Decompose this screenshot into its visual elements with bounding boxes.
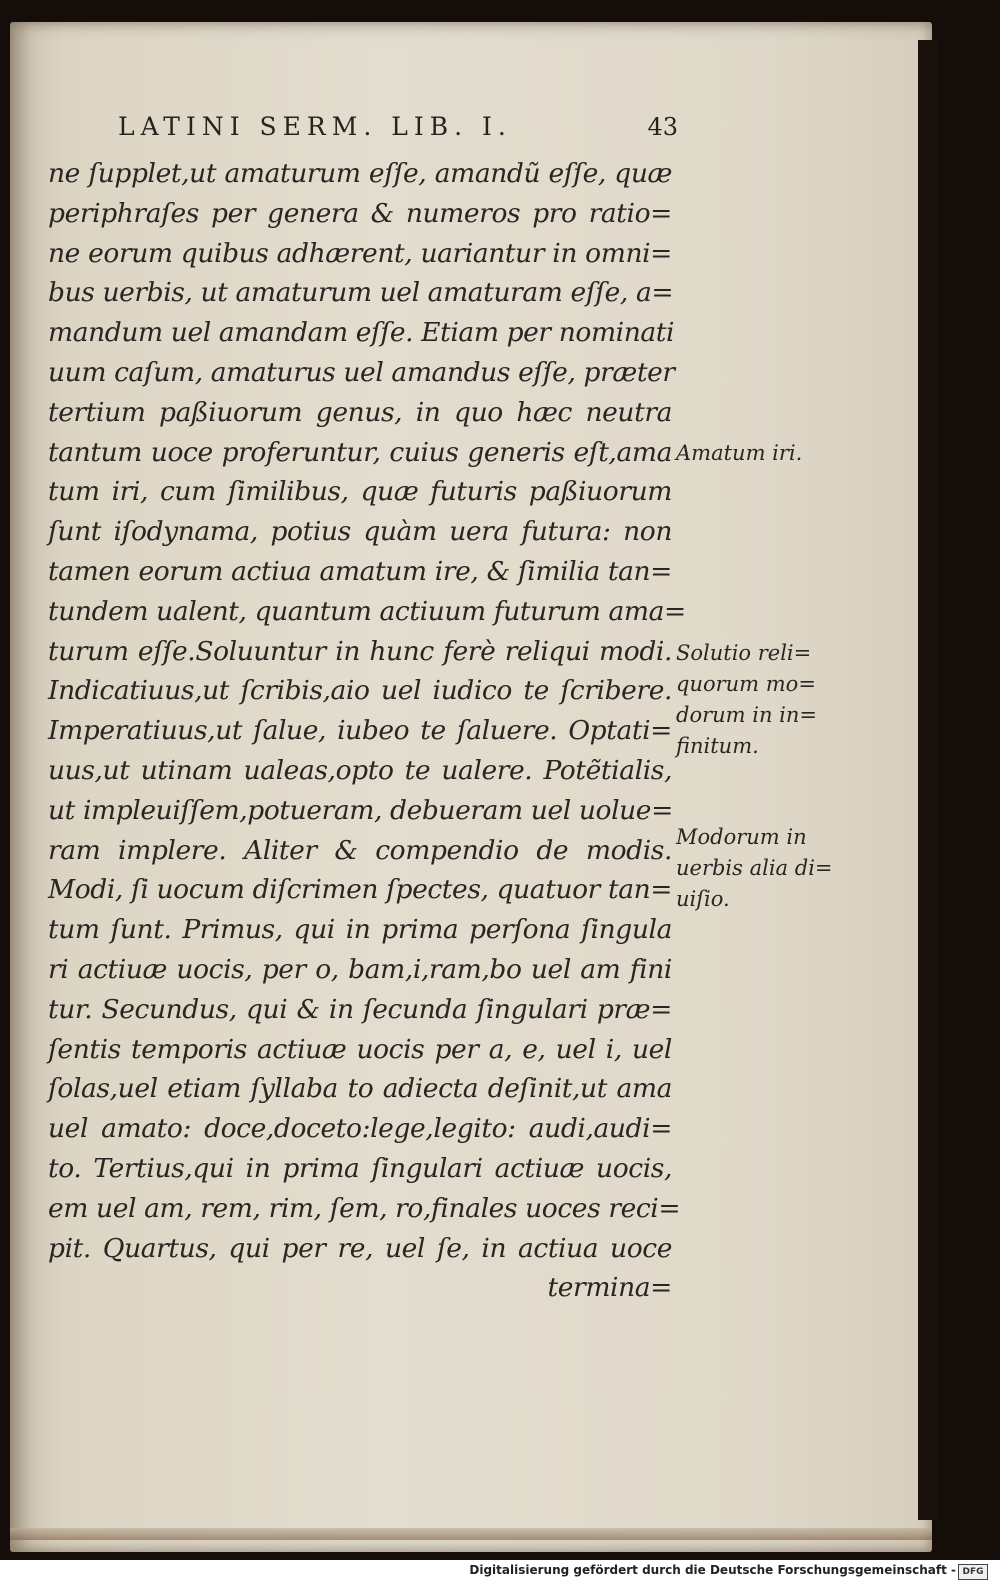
running-head: [118, 112, 678, 152]
body-text: [48, 154, 688, 1308]
text-line: ri actiuæ uocis, per o, bam,i,ram,bo uel am fini: [48, 953, 672, 985]
marginal-note-line: finitum.: [676, 734, 759, 758]
text-line: tundem ualent, quantum actiuum futurum ama=: [48, 595, 686, 627]
text-line: uum caſum, amaturus uel amandus eſſe, præter: [48, 356, 675, 388]
text-line: uus,ut utinam ualeas,opto te ualere. Potẽtialis,: [48, 754, 672, 786]
running-head-title: LATINI SERM. LIB. I.: [118, 112, 512, 141]
text-line: to. Tertius,qui in prima ſingulari actiuæ uocis,: [48, 1152, 672, 1184]
text-line: uel amato: doce,doceto:lege,legito: audi,audi=: [48, 1113, 672, 1145]
marginal-note-line: uiſio.: [676, 887, 730, 911]
marginal-note-solutio: [676, 638, 817, 762]
catchword: termina=: [547, 1272, 672, 1304]
text-line: tum iri, cum ſimilibus, quæ futuris paßiuorum: [48, 476, 672, 508]
digitization-credit: Digitalisierung gefördert durch die Deutsche Forschungsgemeinschaft -: [469, 1563, 956, 1577]
dfg-logo: DFG: [958, 1564, 988, 1580]
page-number: 43: [647, 113, 678, 141]
page-edge-shadow: [918, 40, 938, 1520]
text-line: Indicatiuus,ut ſcribis,aio uel iudico te ſcribere.: [48, 675, 672, 707]
marginal-note-line: Modorum in: [676, 825, 807, 849]
marginal-note-line: uerbis alia di=: [676, 856, 833, 880]
marginal-note-line: Solutio reli=: [676, 641, 812, 665]
text-line: tantum uoce proferuntur, cuius generis eſt,ama: [48, 436, 672, 468]
page-bottom-edge: [10, 1528, 932, 1540]
text-line: turum eſſe.Soluuntur in hunc ferè reliqui modi.: [48, 635, 672, 667]
text-line: tur. Secundus, qui & in ſecunda ſingulari præ=: [48, 993, 672, 1025]
marginal-note-line: Amatum iri.: [676, 441, 803, 465]
text-line: ſolas,uel etiam ſyllaba to adiecta deſinit,ut ama: [48, 1073, 672, 1105]
marginal-note-modorum: [676, 822, 833, 915]
text-line: Modi, ſi uocum diſcrimen ſpectes, quatuor tan=: [48, 874, 673, 906]
text-line: em uel am, rem, rim, ſem, ro,finales uoces reci=: [48, 1192, 681, 1224]
marginal-note-amatum-iri: [676, 438, 802, 469]
text-line: ſunt iſodynama, potius quàm uera futura: non: [48, 516, 672, 548]
text-line: ram implere. Aliter & compendio de modis.: [48, 834, 672, 866]
text-line: Imperatiuus,ut ſalue, iubeo te ſaluere. Optati=: [48, 715, 672, 747]
text-line: mandum uel amandam eſſe. Etiam per nominati: [48, 317, 675, 349]
text-line: bus uerbis, ut amaturum uel amaturam eſſe, a=: [48, 277, 674, 309]
text-line: tamen eorum actiua amatum ire, & ſimilia tan=: [48, 555, 672, 587]
text-line: ne eorum quibus adhærent, uariantur in omni=: [48, 237, 672, 269]
marginal-note-line: dorum in in=: [676, 703, 817, 727]
marginal-note-line: quorum mo=: [676, 672, 816, 696]
text-line: ſentis temporis actiuæ uocis per a, e, uel i, uel: [48, 1033, 672, 1065]
text-line: ut impleuiſſem,potueram, debueram uel uolue=: [48, 794, 673, 826]
text-line: periphraſes per genera & numeros pro ratio=: [48, 197, 672, 229]
text-line: tertium paßiuorum genus, in quo hæc neutra: [48, 396, 672, 428]
text-line: tum ſunt. Primus, qui in prima perſona ſingula: [48, 914, 672, 946]
text-line: pit. Quartus, qui per re, uel ſe, in actiua uoce: [48, 1232, 672, 1264]
text-line: ne ſupplet,ut amaturum eſſe, amandũ eſſe, quæ: [48, 158, 672, 189]
